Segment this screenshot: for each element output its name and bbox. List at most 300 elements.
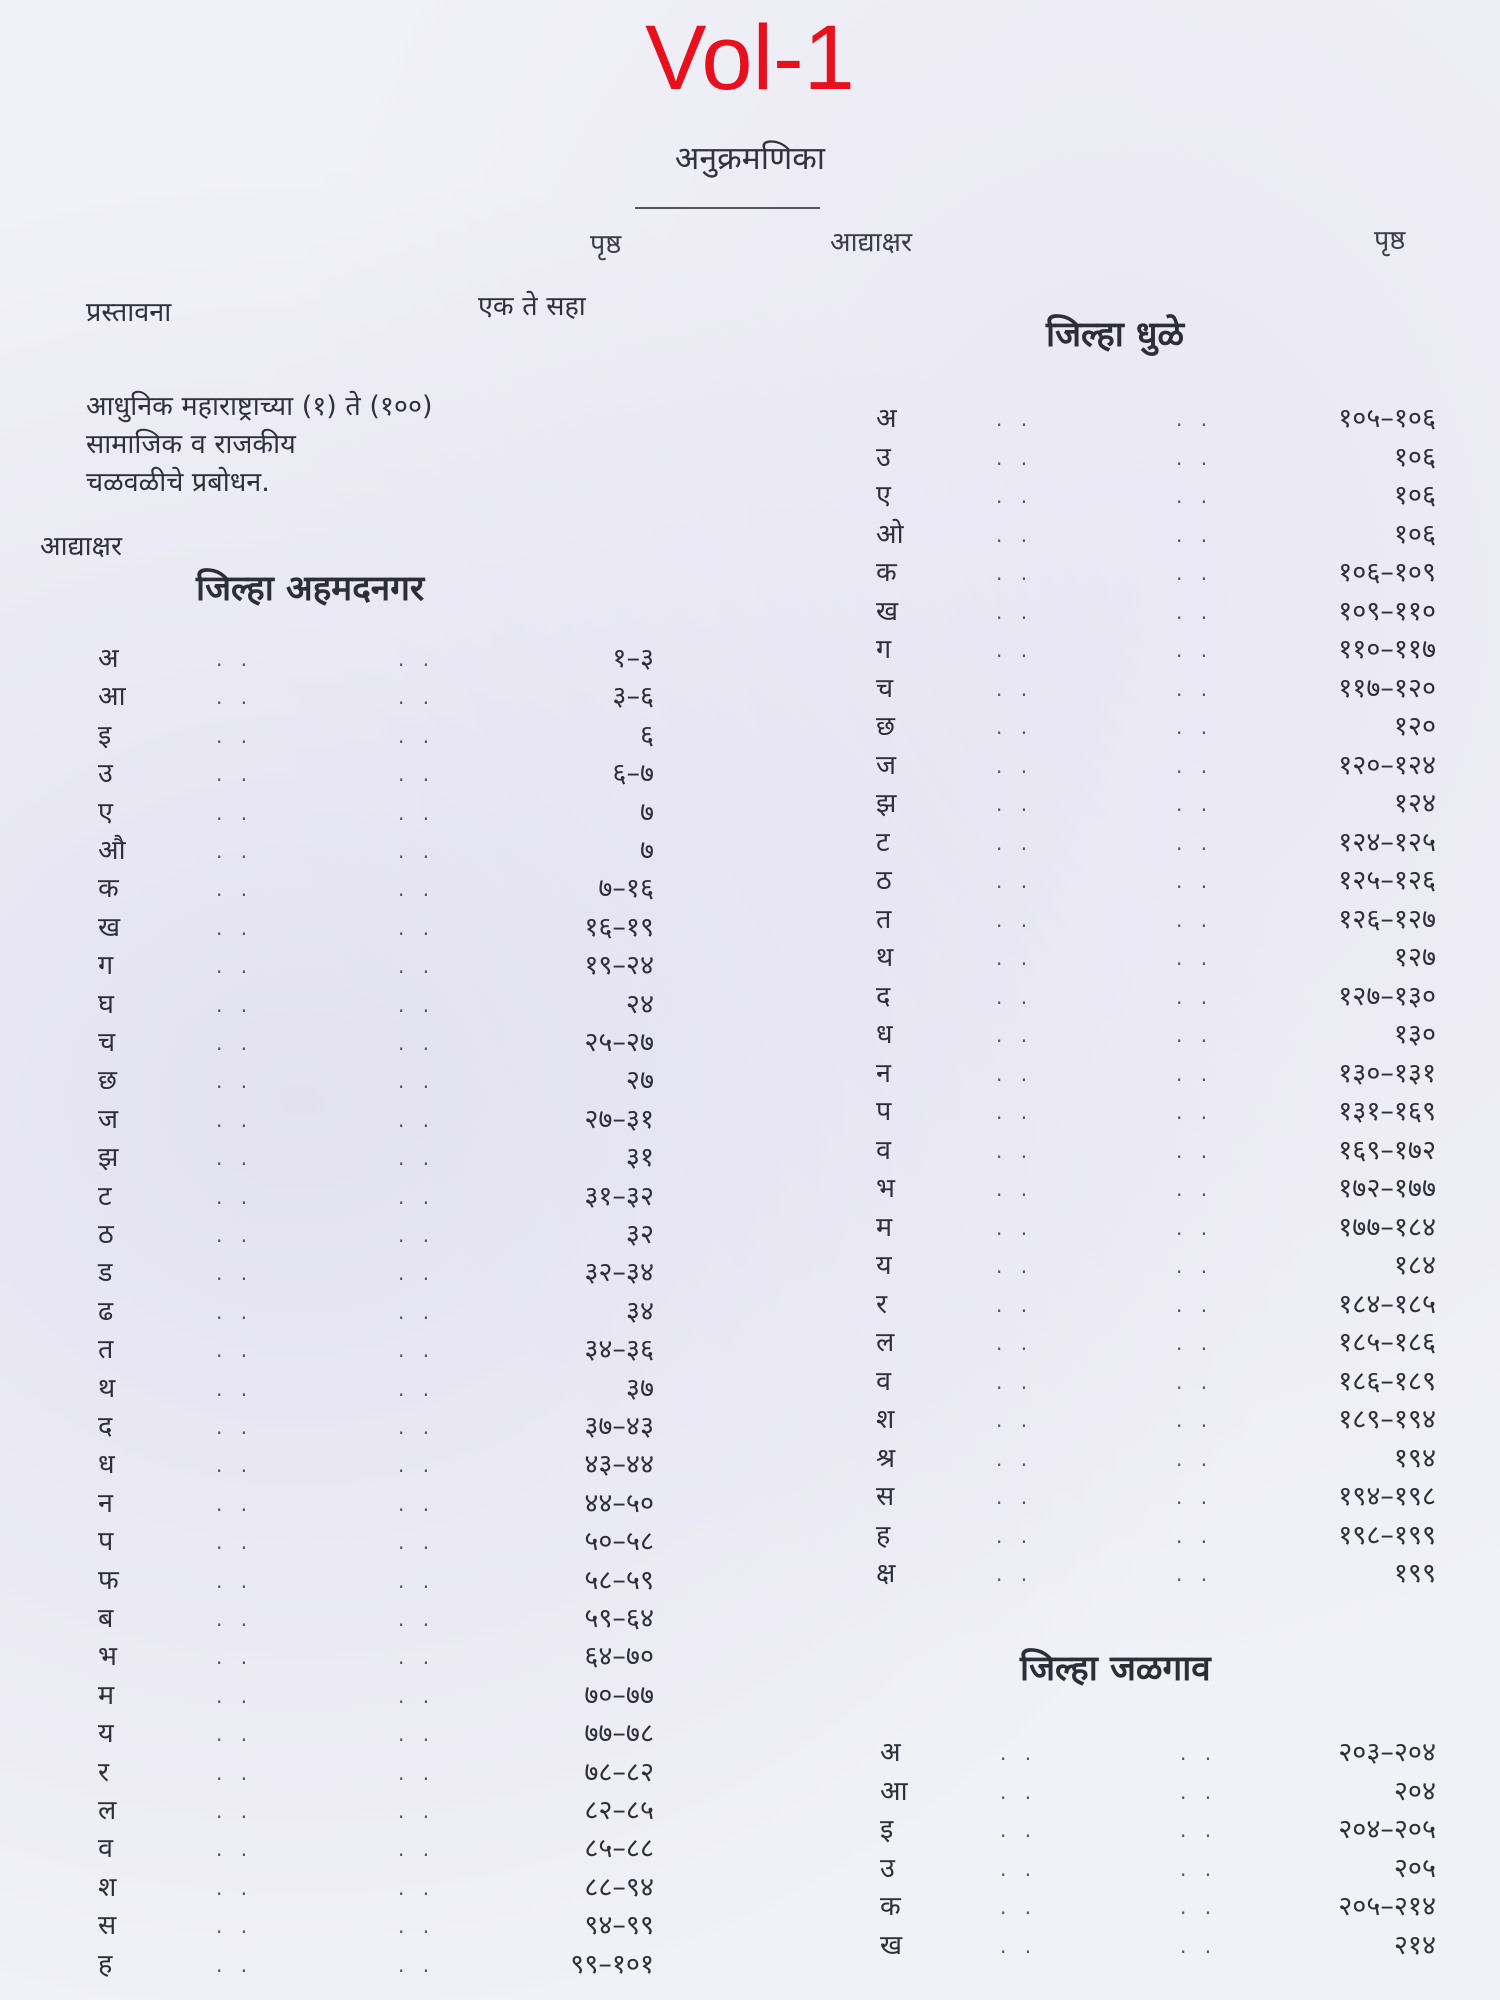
leader-dots: . . [216, 1107, 254, 1132]
index-row [98, 1293, 654, 1331]
index-row [876, 978, 1436, 1016]
index-letter: छ [98, 1065, 117, 1097]
index-page-range: ७ [639, 835, 654, 866]
leader-dots: . . [996, 599, 1034, 624]
index-row [98, 1946, 654, 1984]
index-letter: ज [98, 1103, 119, 1135]
leader-dots: . . [216, 1184, 254, 1209]
index-letter: म [98, 1679, 115, 1711]
index-letter: ठ [98, 1219, 114, 1250]
index-page-range: ११०–११७ [1338, 634, 1436, 665]
leader-dots: . . [1000, 1741, 1038, 1765]
index-letter: च [98, 1027, 116, 1058]
index-row [98, 794, 654, 832]
index-row [876, 670, 1436, 708]
leader-dots: . . [1176, 1023, 1214, 1047]
index-row [98, 1254, 654, 1292]
index-page-range: २०५–२१४ [1338, 1891, 1436, 1922]
index-letter: र [98, 1756, 110, 1788]
index-page-range: १८५–१८६ [1338, 1327, 1436, 1358]
index-letter: ल [876, 1327, 895, 1358]
index-row [98, 1408, 654, 1446]
leader-dots: . . [996, 407, 1034, 431]
leader-dots: . . [216, 877, 254, 902]
index-page-range: १९–२४ [584, 950, 654, 982]
leader-dots: . . [1176, 638, 1214, 662]
index-page-range: ७ [639, 796, 654, 828]
leader-dots: . . [398, 1875, 436, 1900]
leader-dots: . . [398, 723, 436, 748]
leader-dots: . . [996, 638, 1034, 662]
index-row [876, 516, 1436, 554]
index-page-range: १९८–१९९ [1338, 1519, 1436, 1551]
index-row [98, 1715, 654, 1753]
index-letter: न [876, 1057, 891, 1089]
index-page-range: १८४–१८५ [1338, 1288, 1436, 1320]
index-page-range: १६–१९ [584, 911, 654, 943]
index-letter: अ [880, 1737, 901, 1768]
leader-dots: . . [1176, 445, 1214, 470]
index-page-range: १२० [1393, 711, 1436, 742]
index-row [876, 439, 1436, 477]
leader-dots: . . [398, 1645, 436, 1670]
leader-dots: . . [996, 1177, 1034, 1201]
index-letter: न [98, 1487, 113, 1519]
index-letter: श [98, 1871, 117, 1903]
index-row [876, 1440, 1436, 1478]
index-page-range: १७२–१७७ [1338, 1173, 1436, 1204]
index-letter: ड [98, 1257, 113, 1289]
leader-dots: . . [1176, 1485, 1214, 1509]
index-page-range: ५०–५८ [584, 1526, 654, 1558]
index-letter: झ [876, 788, 897, 819]
leader-dots: . . [216, 1031, 254, 1055]
index-page-range: ११७–१२० [1338, 672, 1436, 704]
leader-dots: . . [1180, 1818, 1218, 1842]
index-letter: ट [98, 1180, 112, 1212]
leader-dots: . . [398, 1914, 436, 1939]
leader-dots: . . [996, 1485, 1034, 1509]
leader-dots: . . [216, 1760, 254, 1785]
index-row [98, 1523, 654, 1561]
index-letter: त [98, 1334, 114, 1366]
index-letter: द [98, 1411, 113, 1442]
leader-dots: . . [398, 1261, 436, 1286]
leader-dots: . . [216, 1453, 254, 1478]
intro-line-3: चळवळीचे प्रबोधन. [86, 467, 270, 498]
intro-line-2: सामाजिक व राजकीय [86, 429, 296, 460]
leader-dots: . . [398, 1799, 436, 1823]
index-row [98, 832, 654, 870]
index-row [876, 1016, 1436, 1054]
leader-dots: . . [398, 685, 436, 710]
index-row [876, 708, 1436, 746]
leader-dots: . . [398, 762, 436, 787]
index-page-range: ५८–५९ [584, 1564, 654, 1596]
page-title: अनुक्रमणिका [674, 139, 826, 177]
index-letter: प [876, 1096, 892, 1127]
leader-dots: . . [216, 1914, 254, 1939]
leader-dots: . . [996, 1523, 1034, 1548]
initial-letter-header-left: आद्याक्षर [40, 531, 122, 562]
index-row [876, 1363, 1436, 1401]
index-letter: इ [98, 719, 112, 751]
index-letter: अ [98, 643, 119, 674]
index-letter: अ [876, 403, 897, 434]
leader-dots: . . [1176, 1100, 1214, 1124]
index-page-range: ७०–७७ [584, 1679, 654, 1711]
leader-dots: . . [216, 1530, 254, 1555]
title-underline [635, 207, 820, 209]
leader-dots: . . [996, 1562, 1034, 1586]
index-letter: थ [98, 1372, 116, 1404]
index-page-range: १२६–१२७ [1338, 903, 1436, 935]
index-page-range: १८९–१९४ [1338, 1404, 1436, 1435]
index-row [876, 554, 1436, 592]
leader-dots: . . [1176, 1523, 1214, 1548]
district-heading-dhule: जिल्हा धुळे [1046, 315, 1185, 355]
index-page-range: १७७–१८४ [1338, 1211, 1436, 1243]
leader-dots: . . [996, 869, 1034, 893]
index-row [880, 1888, 1436, 1926]
index-letter: ख [876, 595, 899, 627]
index-page-range: ४३–४४ [584, 1449, 654, 1481]
leader-dots: . . [398, 1530, 436, 1555]
index-page-range: १०६ [1393, 518, 1436, 550]
index-letter: ट [876, 826, 890, 858]
leader-dots: . . [1176, 1562, 1214, 1586]
leader-dots: . . [1176, 561, 1214, 585]
leader-dots: . . [216, 954, 254, 979]
leader-dots: . . [398, 839, 436, 863]
index-page-range: २१४ [1393, 1929, 1436, 1961]
index-letter: क [880, 1891, 901, 1922]
leader-dots: . . [398, 1760, 436, 1785]
leader-dots: . . [1180, 1741, 1218, 1765]
index-row [98, 1754, 654, 1792]
index-letter: ज [876, 749, 897, 781]
index-row [98, 717, 654, 755]
index-page-range: ३२–३४ [584, 1257, 654, 1289]
leader-dots: . . [996, 753, 1034, 778]
leader-dots: . . [216, 1223, 254, 1247]
index-letter: ढ [98, 1295, 114, 1327]
index-letter: ग [876, 634, 892, 665]
index-letter: भ [98, 1641, 117, 1673]
index-row [98, 947, 654, 985]
index-letter: ख [98, 911, 121, 943]
index-page-range: १६९–१७२ [1338, 1134, 1436, 1166]
page-header-right: पृष्ठ [1374, 225, 1406, 256]
index-page-range: ४४–५० [584, 1487, 654, 1519]
index-row [880, 1850, 1436, 1888]
leader-dots: . . [1180, 1895, 1218, 1919]
index-row [98, 986, 654, 1024]
index-row [876, 1324, 1436, 1362]
index-letter: ठ [876, 865, 892, 896]
index-page-range: ५९–६४ [584, 1603, 654, 1634]
index-page-range: ३४–३६ [584, 1334, 654, 1366]
leader-dots: . . [1176, 984, 1214, 1009]
index-row [876, 593, 1436, 631]
leader-dots: . . [216, 762, 254, 787]
index-page-range: १२७ [1393, 942, 1436, 973]
index-row [98, 1139, 654, 1177]
index-row [876, 1055, 1436, 1093]
leader-dots: . . [1000, 1818, 1038, 1842]
leader-dots: . . [996, 561, 1034, 585]
index-row [98, 1562, 654, 1600]
leader-dots: . . [1180, 1933, 1218, 1958]
leader-dots: . . [1176, 1254, 1214, 1278]
leader-dots: . . [1176, 1369, 1214, 1394]
index-row [876, 1286, 1436, 1324]
index-letter: उ [98, 758, 113, 790]
index-row [98, 870, 654, 908]
leader-dots: . . [216, 800, 254, 825]
index-page-range: १२७–१३० [1338, 980, 1436, 1012]
index-page-range: २४ [625, 988, 654, 1020]
leader-dots: . . [398, 1453, 436, 1478]
index-letter: म [876, 1211, 893, 1243]
index-letter: ख [880, 1929, 903, 1961]
leader-dots: . . [1176, 1331, 1214, 1355]
index-page-range: ३१ [625, 1142, 654, 1174]
leader-dots: . . [216, 1837, 254, 1862]
leader-dots: . . [216, 1645, 254, 1670]
leader-dots: . . [996, 1254, 1034, 1278]
index-letter: झ [98, 1142, 119, 1174]
leader-dots: . . [996, 1100, 1034, 1124]
index-row [98, 909, 654, 947]
index-letter: व [876, 1365, 892, 1397]
index-letter: इ [880, 1814, 894, 1845]
intro-line-1: आधुनिक महाराष्ट्राच्या (१) ते (१००) [86, 391, 433, 422]
leader-dots: . . [398, 1031, 436, 1055]
index-row [876, 1555, 1436, 1593]
leader-dots: . . [1000, 1933, 1038, 1958]
index-page-range: ६ [639, 719, 654, 751]
leader-dots: . . [1176, 1215, 1214, 1240]
leader-dots: . . [996, 1215, 1034, 1240]
index-page-range: १०९–११० [1338, 595, 1436, 627]
index-page-range: १९४ [1393, 1442, 1436, 1474]
leader-dots: . . [398, 1223, 436, 1247]
leader-dots: . . [1176, 522, 1214, 547]
leader-dots: . . [216, 1799, 254, 1823]
leader-dots: . . [216, 1146, 254, 1171]
index-letter: ग [98, 950, 114, 982]
index-page-range: १३०–१३१ [1338, 1057, 1436, 1089]
leader-dots: . . [996, 1331, 1034, 1355]
index-page-range: ३७ [625, 1372, 654, 1404]
index-letter: ए [98, 796, 113, 828]
index-row [98, 1485, 654, 1523]
district-heading-ahmednagar: जिल्हा अहमदनगर [196, 569, 425, 609]
index-letter: द [876, 980, 891, 1012]
index-page-range: ८२–८५ [584, 1795, 654, 1826]
index-page-range: ३४ [625, 1295, 654, 1327]
index-page-range: २०४–२०५ [1338, 1814, 1436, 1845]
leader-dots: . . [398, 1376, 436, 1401]
leader-dots: . . [398, 1952, 436, 1977]
index-page-range: १२४–१२५ [1338, 826, 1436, 858]
index-page-range: २७–३१ [584, 1103, 654, 1135]
index-row [876, 477, 1436, 515]
index-letter: प [98, 1526, 114, 1558]
index-letter: आ [98, 681, 126, 713]
index-row [98, 678, 654, 716]
index-row [876, 747, 1436, 785]
leader-dots: . . [216, 685, 254, 710]
leader-dots: . . [1176, 1408, 1214, 1432]
index-page-range: २५–२७ [584, 1027, 654, 1058]
index-letter: ब [98, 1603, 114, 1634]
index-page-range: ६–७ [612, 758, 654, 790]
leader-dots: . . [216, 1875, 254, 1900]
index-letter: ल [98, 1795, 117, 1826]
leader-dots: . . [216, 723, 254, 748]
index-page-range: ३७–४३ [584, 1411, 654, 1442]
leader-dots: . . [1176, 1061, 1214, 1086]
leader-dots: . . [398, 1491, 436, 1516]
index-letter: छ [876, 711, 895, 742]
leader-dots: . . [1176, 792, 1214, 816]
index-page-range: ६४–७० [584, 1641, 654, 1673]
index-page-range: १२४ [1393, 788, 1436, 819]
index-letter: उ [876, 441, 891, 473]
leader-dots: . . [1180, 1779, 1218, 1804]
index-row [98, 1216, 654, 1254]
leader-dots: . . [216, 1491, 254, 1516]
index-page-range: ३२ [625, 1219, 654, 1250]
index-letter: क [876, 557, 897, 588]
index-page-range: १०६ [1393, 480, 1436, 511]
index-page-range: २०४ [1393, 1775, 1436, 1807]
leader-dots: . . [996, 715, 1034, 739]
index-page-range: १०६–१०९ [1338, 557, 1436, 588]
leader-dots: . . [398, 1683, 436, 1708]
leader-dots: . . [1176, 830, 1214, 855]
index-letter: औ [98, 835, 126, 866]
leader-dots: . . [996, 946, 1034, 970]
index-page-range: ९४–९९ [584, 1910, 654, 1942]
leader-dots: . . [1176, 676, 1214, 701]
leader-dots: . . [216, 1261, 254, 1286]
index-page-range: २०३–२०४ [1338, 1737, 1436, 1768]
index-letter: उ [880, 1852, 895, 1884]
leader-dots: . . [398, 1607, 436, 1631]
index-row [876, 1247, 1436, 1285]
index-row [880, 1811, 1436, 1849]
index-letter: व [98, 1833, 114, 1865]
index-letter: त [876, 903, 892, 935]
index-letter: क [98, 873, 119, 905]
leader-dots: . . [398, 992, 436, 1017]
leader-dots: . . [1000, 1895, 1038, 1919]
leader-dots: . . [996, 522, 1034, 547]
index-row [98, 1600, 654, 1638]
leader-dots: . . [996, 1369, 1034, 1394]
index-row [880, 1734, 1436, 1772]
leader-dots: . . [996, 830, 1034, 855]
index-row [98, 1178, 654, 1216]
leader-dots: . . [398, 1338, 436, 1363]
index-letter: भ [876, 1173, 895, 1204]
index-letter: य [98, 1718, 114, 1750]
index-page-range: १३० [1393, 1019, 1436, 1050]
index-letter: ह [876, 1519, 891, 1551]
index-row [98, 1907, 654, 1945]
index-page-range: २०५ [1393, 1852, 1436, 1884]
leader-dots: . . [398, 954, 436, 979]
leader-dots: . . [1176, 1446, 1214, 1471]
index-letter: आ [880, 1775, 908, 1807]
leader-dots: . . [1176, 907, 1214, 932]
index-letter: थ [876, 942, 894, 973]
index-letter: ध [98, 1449, 115, 1481]
leader-dots: . . [216, 647, 254, 671]
leader-dots: . . [398, 877, 436, 902]
index-row [880, 1927, 1436, 1965]
index-page-range: ३१–३२ [584, 1180, 654, 1212]
index-row [880, 1773, 1436, 1811]
leader-dots: . . [1176, 715, 1214, 739]
volume-label: Vol-1 [645, 7, 855, 109]
index-page-range: १–३ [612, 643, 654, 674]
leader-dots: . . [216, 839, 254, 863]
leader-dots: . . [1176, 1177, 1214, 1201]
index-letter: क्ष [876, 1558, 896, 1589]
leader-dots: . . [216, 1952, 254, 1977]
leader-dots: . . [398, 1069, 436, 1094]
leader-dots: . . [1176, 1292, 1214, 1317]
leader-dots: . . [1176, 599, 1214, 624]
leader-dots: . . [1180, 1856, 1218, 1881]
leader-dots: . . [398, 1722, 436, 1747]
leader-dots: . . [398, 647, 436, 671]
leader-dots: . . [996, 907, 1034, 932]
leader-dots: . . [398, 1568, 436, 1593]
leader-dots: . . [398, 1299, 436, 1324]
index-letter: ओ [876, 518, 904, 550]
index-row [98, 1638, 654, 1676]
leader-dots: . . [216, 1376, 254, 1401]
index-letter: र [876, 1288, 888, 1320]
index-row [98, 1677, 654, 1715]
index-row [98, 1024, 654, 1062]
leader-dots: . . [216, 1069, 254, 1094]
index-page-range: ८८–९४ [584, 1871, 654, 1903]
index-letter: श्र [876, 1442, 896, 1474]
index-row [98, 1101, 654, 1139]
index-row [98, 1869, 654, 1907]
index-row [98, 755, 654, 793]
index-letter: स [876, 1481, 895, 1512]
leader-dots: . . [996, 445, 1034, 470]
index-page-range: ७८–८२ [584, 1756, 654, 1788]
index-row [876, 1170, 1436, 1208]
leader-dots: . . [216, 1607, 254, 1631]
index-row [876, 1209, 1436, 1247]
leader-dots: . . [1176, 753, 1214, 778]
leader-dots: . . [216, 1415, 254, 1439]
leader-dots: . . [996, 1138, 1034, 1163]
leader-dots: . . [216, 992, 254, 1017]
index-page-range: ८५–८८ [584, 1833, 654, 1865]
preface-label: प्रस्तावना [86, 297, 172, 328]
leader-dots: . . [996, 484, 1034, 508]
